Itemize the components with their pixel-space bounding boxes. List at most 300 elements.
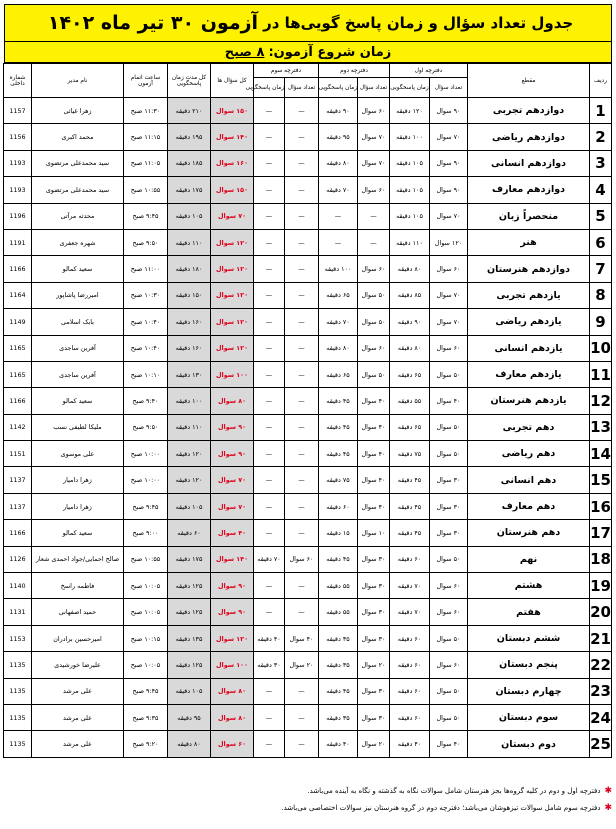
row-number: 15 bbox=[590, 467, 612, 493]
manager-name: زهرا غیاثی bbox=[32, 98, 124, 124]
booklet1-time: ۶۵ دقیقه bbox=[390, 414, 430, 440]
booklet3-count: — bbox=[285, 388, 319, 414]
booklet1-count: ۳۰ سوال bbox=[430, 493, 468, 519]
table-row bbox=[4, 98, 612, 124]
booklet3-time: — bbox=[254, 467, 285, 493]
grade-cell: دوازدهم ریاضی bbox=[468, 124, 590, 150]
row-number: 17 bbox=[590, 520, 612, 546]
booklet3-time: ۷۰ دقیقه bbox=[254, 546, 285, 572]
row-number: 10 bbox=[590, 335, 612, 361]
total-questions: ۱۶۰ سوال bbox=[211, 150, 254, 176]
end-time: ۹:۴۵ صبح bbox=[124, 203, 168, 229]
total-time: ۱۶۰ دقیقه bbox=[168, 335, 211, 361]
booklet3-time: — bbox=[254, 388, 285, 414]
booklet2-count: ۳۰ سوال bbox=[358, 678, 390, 704]
manager-name: صالح احمایی/جواد احمدی شعار bbox=[32, 546, 124, 572]
footnote bbox=[4, 801, 612, 814]
booklet2-count: ۶۰ سوال bbox=[358, 335, 390, 361]
booklet2-time: ۴۵ دقیقه bbox=[319, 388, 358, 414]
grade-cell: یازدهم انسانی bbox=[468, 335, 590, 361]
booklet1-time: ۴۵ دقیقه bbox=[390, 467, 430, 493]
manager-name: حمید اصفهانی bbox=[32, 599, 124, 625]
phone-extension: 1142 bbox=[4, 414, 32, 440]
booklet1-count: ۵۰ سوال bbox=[430, 678, 468, 704]
booklet2-time: ۱۵ دقیقه bbox=[319, 520, 358, 546]
booklet3-count: — bbox=[285, 124, 319, 150]
total-questions: ۱۲۰ سوال bbox=[211, 282, 254, 308]
header-b3-time: زمان پاسخگویی bbox=[254, 78, 285, 98]
grade-cell: دوم دبستان bbox=[468, 731, 590, 757]
row-number: 6 bbox=[590, 229, 612, 255]
end-time: ۱۰:۰۰ صبح bbox=[124, 441, 168, 467]
row-number: 11 bbox=[590, 361, 612, 387]
booklet1-time: ۶۰ دقیقه bbox=[390, 546, 430, 572]
booklet1-time: ۶۰ دقیقه bbox=[390, 625, 430, 651]
booklet1-count: ۳۰ سوال bbox=[430, 520, 468, 546]
header-row-number: ردیف bbox=[590, 64, 612, 98]
table-row bbox=[4, 731, 612, 757]
grade-cell: دوازدهم هنرستان bbox=[468, 256, 590, 282]
booklet3-time: — bbox=[254, 229, 285, 255]
booklet1-time: ۷۰ دقیقه bbox=[390, 573, 430, 599]
booklet1-time: ۵۵ دقیقه bbox=[390, 388, 430, 414]
row-number: 1 bbox=[590, 98, 612, 124]
booklet1-count: ۷۰ سوال bbox=[430, 203, 468, 229]
header-end-time: ساعت اتمام آزمون bbox=[124, 64, 168, 98]
page-title bbox=[4, 4, 612, 42]
total-questions: ۱۴۰ سوال bbox=[211, 124, 254, 150]
start-time-label: زمان شروع آزمون: bbox=[268, 44, 392, 60]
total-time: ۱۲۰ دقیقه bbox=[168, 441, 211, 467]
header-manager: نام مدیر bbox=[32, 64, 124, 98]
booklet2-time: ۳۵ دقیقه bbox=[319, 704, 358, 730]
end-time: ۱۱:۳۰ صبح bbox=[124, 98, 168, 124]
booklet1-count: ۷۰ سوال bbox=[430, 309, 468, 335]
booklet1-count: ۵۰ سوال bbox=[430, 414, 468, 440]
booklet1-time: ۱۲۰ دقیقه bbox=[390, 98, 430, 124]
booklet3-time: — bbox=[254, 150, 285, 176]
total-questions: ۱۲۰ سوال bbox=[211, 256, 254, 282]
header-grade: مقطع bbox=[468, 64, 590, 98]
booklet2-time: ۵۵ دقیقه bbox=[319, 573, 358, 599]
total-time: ۱۹۵ دقیقه bbox=[168, 124, 211, 150]
table-row bbox=[4, 282, 612, 308]
table-row bbox=[4, 652, 612, 678]
booklet1-time: ۱۰۵ دقیقه bbox=[390, 150, 430, 176]
phone-extension: 1137 bbox=[4, 493, 32, 519]
phone-extension: 1166 bbox=[4, 388, 32, 414]
total-questions: ۹۰ سوال bbox=[211, 573, 254, 599]
grade-cell: یازدهم معارف bbox=[468, 361, 590, 387]
manager-name: علیرضا خورشیدی bbox=[32, 652, 124, 678]
booklet2-time: ۴۵ دقیقه bbox=[319, 678, 358, 704]
title-main: آزمون ۳۰ تیر ماه ۱۴۰۲ bbox=[47, 12, 259, 34]
manager-name: آفرین ساجدی bbox=[32, 361, 124, 387]
booklet2-count: ۳۰ سوال bbox=[358, 625, 390, 651]
booklet1-time: ۹۰ دقیقه bbox=[390, 309, 430, 335]
table-row bbox=[4, 414, 612, 440]
booklet2-count: ۳۰ سوال bbox=[358, 546, 390, 572]
end-time: ۱۰:۱۵ صبح bbox=[124, 625, 168, 651]
booklet1-time: ۱۱۰ دقیقه bbox=[390, 229, 430, 255]
row-number: 3 bbox=[590, 150, 612, 176]
booklet1-count: ۶۰ سوال bbox=[430, 599, 468, 625]
booklet1-count: ۶۰ سوال bbox=[430, 335, 468, 361]
booklet1-time: ۷۰ دقیقه bbox=[390, 599, 430, 625]
grade-cell: یازدهم تجربی bbox=[468, 282, 590, 308]
booklet1-count: ۵۰ سوال bbox=[430, 625, 468, 651]
booklet2-count: ۴۰ سوال bbox=[358, 441, 390, 467]
end-time: ۱۰:۳۰ صبح bbox=[124, 282, 168, 308]
booklet2-time: ۷۰ دقیقه bbox=[319, 309, 358, 335]
exam-table bbox=[3, 63, 612, 758]
booklet3-count: — bbox=[285, 731, 319, 757]
table-row bbox=[4, 309, 612, 335]
booklet1-time: ۸۰ دقیقه bbox=[390, 335, 430, 361]
total-questions: ۷۰ سوال bbox=[211, 493, 254, 519]
header-b1-time: زمان پاسخگویی bbox=[390, 78, 430, 98]
phone-extension: 1166 bbox=[4, 520, 32, 546]
total-time: ۱۲۰ دقیقه bbox=[168, 467, 211, 493]
booklet2-time: ۴۰ دقیقه bbox=[319, 731, 358, 757]
booklet2-count: ۴۰ سوال bbox=[358, 388, 390, 414]
manager-name: علی موسوی bbox=[32, 441, 124, 467]
manager-name: سعید کمالو bbox=[32, 256, 124, 282]
booklet1-count: ۷۰ سوال bbox=[430, 282, 468, 308]
booklet3-count: — bbox=[285, 309, 319, 335]
booklet1-count: ۹۰ سوال bbox=[430, 150, 468, 176]
booklet3-time: — bbox=[254, 309, 285, 335]
booklet1-time: ۶۰ دقیقه bbox=[390, 678, 430, 704]
phone-extension: 1193 bbox=[4, 177, 32, 203]
booklet3-count: — bbox=[285, 335, 319, 361]
grade-cell: سوم دبستان bbox=[468, 704, 590, 730]
total-time: ۱۰۵ دقیقه bbox=[168, 493, 211, 519]
booklet2-count: ۴۰ سوال bbox=[358, 493, 390, 519]
booklet3-time: — bbox=[254, 441, 285, 467]
booklet2-count: ۶۰ سوال bbox=[358, 98, 390, 124]
table-row bbox=[4, 256, 612, 282]
booklet3-time: — bbox=[254, 256, 285, 282]
booklet3-time: — bbox=[254, 520, 285, 546]
start-time-banner bbox=[4, 42, 612, 63]
total-time: ۱۷۵ دقیقه bbox=[168, 177, 211, 203]
table-row bbox=[4, 625, 612, 651]
booklet3-time: — bbox=[254, 98, 285, 124]
exam-schedule-sheet bbox=[4, 4, 612, 758]
table-row bbox=[4, 361, 612, 387]
manager-name: علی مرشد bbox=[32, 731, 124, 757]
booklet3-count: — bbox=[285, 520, 319, 546]
booklet3-count: — bbox=[285, 573, 319, 599]
grade-cell: یازدهم هنرستان bbox=[468, 388, 590, 414]
booklet2-count: ۶۰ سوال bbox=[358, 177, 390, 203]
total-questions: ۱۵۰ سوال bbox=[211, 98, 254, 124]
end-time: ۱۱:۰۵ صبح bbox=[124, 150, 168, 176]
footnotes bbox=[4, 780, 612, 814]
booklet3-count: — bbox=[285, 203, 319, 229]
manager-name: سید محمدعلی مرتضوی bbox=[32, 150, 124, 176]
manager-name: امیررضا پاشاپور bbox=[32, 282, 124, 308]
table-row bbox=[4, 599, 612, 625]
booklet2-count: ۷۰ سوال bbox=[358, 124, 390, 150]
total-questions: ۸۰ سوال bbox=[211, 704, 254, 730]
booklet1-count: ۶۰ سوال bbox=[430, 573, 468, 599]
booklet1-time: ۶۰ دقیقه bbox=[390, 704, 430, 730]
table-row bbox=[4, 388, 612, 414]
table-row bbox=[4, 493, 612, 519]
booklet1-count: ۴۰ سوال bbox=[430, 388, 468, 414]
phone-extension: 1196 bbox=[4, 203, 32, 229]
total-questions: ۱۲۰ سوال bbox=[211, 229, 254, 255]
booklet2-count: — bbox=[358, 229, 390, 255]
table-row bbox=[4, 203, 612, 229]
booklet1-count: ۴۰ سوال bbox=[430, 731, 468, 757]
end-time: ۹:۰۰ صبح bbox=[124, 520, 168, 546]
table-row bbox=[4, 177, 612, 203]
total-time: ۱۳۵ دقیقه bbox=[168, 625, 211, 651]
manager-name: محدثه مرآتی bbox=[32, 203, 124, 229]
booklet1-time: ۱۰۵ دقیقه bbox=[390, 177, 430, 203]
phone-extension: 1193 bbox=[4, 150, 32, 176]
booklet2-time: ۵۵ دقیقه bbox=[319, 599, 358, 625]
row-number: 22 bbox=[590, 652, 612, 678]
table-row bbox=[4, 150, 612, 176]
row-number: 24 bbox=[590, 704, 612, 730]
grade-cell: نهم bbox=[468, 546, 590, 572]
row-number: 14 bbox=[590, 441, 612, 467]
booklet2-count: ۶۰ سوال bbox=[358, 256, 390, 282]
row-number: 9 bbox=[590, 309, 612, 335]
booklet3-count: — bbox=[285, 282, 319, 308]
grade-cell: پنجم دبستان bbox=[468, 652, 590, 678]
table-header bbox=[4, 64, 612, 98]
total-time: ۱۳۰ دقیقه bbox=[168, 361, 211, 387]
footnote-text: دفترچه سوم شامل سوالات تیزهوشان می‌باشد؛ دفترچه دوم در گروه هنرستان نیز سوالات اختصاصی می‌باشد. bbox=[281, 803, 601, 812]
booklet3-time: ۳۰ دقیقه bbox=[254, 652, 285, 678]
booklet2-count: — bbox=[358, 203, 390, 229]
booklet2-time: — bbox=[319, 203, 358, 229]
footnote bbox=[4, 784, 612, 797]
end-time: ۱۰:۰۵ صبح bbox=[124, 573, 168, 599]
phone-extension: 1166 bbox=[4, 256, 32, 282]
total-time: ۸۰ دقیقه bbox=[168, 731, 211, 757]
booklet3-time: — bbox=[254, 177, 285, 203]
total-time: ۱۱۰ دقیقه bbox=[168, 414, 211, 440]
total-time: ۱۵۰ دقیقه bbox=[168, 282, 211, 308]
manager-name: علی مرشد bbox=[32, 678, 124, 704]
booklet1-time: ۱۰۰ دقیقه bbox=[390, 124, 430, 150]
booklet1-count: ۶۰ سوال bbox=[430, 652, 468, 678]
phone-extension: 1151 bbox=[4, 441, 32, 467]
booklet1-time: ۸۵ دقیقه bbox=[390, 282, 430, 308]
end-time: ۱۰:۱۰ صبح bbox=[124, 361, 168, 387]
asterisk-icon: ✱ bbox=[604, 785, 612, 796]
manager-name: محمد اکبری bbox=[32, 124, 124, 150]
total-questions: ۱۲۰ سوال bbox=[211, 335, 254, 361]
end-time: ۹:۴۵ صبح bbox=[124, 678, 168, 704]
booklet2-count: ۵۰ سوال bbox=[358, 282, 390, 308]
booklet2-time: ۳۵ دقیقه bbox=[319, 625, 358, 651]
manager-name: فاطمه راسخ bbox=[32, 573, 124, 599]
total-time: ۱۲۵ دقیقه bbox=[168, 652, 211, 678]
booklet1-time: ۶۰ دقیقه bbox=[390, 652, 430, 678]
booklet2-time: ۷۵ دقیقه bbox=[319, 467, 358, 493]
manager-name: زهرا دامیار bbox=[32, 467, 124, 493]
booklet1-time: ۸۰ دقیقه bbox=[390, 256, 430, 282]
booklet3-count: — bbox=[285, 98, 319, 124]
booklet3-time: — bbox=[254, 361, 285, 387]
booklet3-time: — bbox=[254, 203, 285, 229]
grade-cell: هفتم bbox=[468, 599, 590, 625]
grade-cell: چهارم دبستان bbox=[468, 678, 590, 704]
booklet1-time: ۶۵ دقیقه bbox=[390, 361, 430, 387]
row-number: 7 bbox=[590, 256, 612, 282]
total-time: ۱۰۵ دقیقه bbox=[168, 203, 211, 229]
booklet2-time: ۶۰ دقیقه bbox=[319, 493, 358, 519]
end-time: ۱۰:۵۵ صبح bbox=[124, 546, 168, 572]
footnote-text: دفترچه اول و دوم در کلیه گروه‌ها بجز هنرستان شامل سوالات نگاه به گذشته و نگاه به آینده می‌باشد. bbox=[307, 786, 601, 795]
total-questions: ۸۰ سوال bbox=[211, 678, 254, 704]
header-total-questions: کل سؤال ها bbox=[211, 64, 254, 98]
booklet1-count: ۹۰ سوال bbox=[430, 177, 468, 203]
manager-name: بابک اسلامی bbox=[32, 309, 124, 335]
manager-name: سید محمدعلی مرتضوی bbox=[32, 177, 124, 203]
booklet3-count: ۴۰ سوال bbox=[285, 625, 319, 651]
total-time: ۱۸۰ دقیقه bbox=[168, 256, 211, 282]
booklet1-count: ۹۰ سوال bbox=[430, 98, 468, 124]
header-b2-time: زمان پاسخگویی bbox=[319, 78, 358, 98]
end-time: ۹:۲۰ صبح bbox=[124, 731, 168, 757]
table-row bbox=[4, 520, 612, 546]
booklet2-time: ۸۰ دقیقه bbox=[319, 335, 358, 361]
booklet2-time: ۶۵ دقیقه bbox=[319, 282, 358, 308]
booklet3-count: — bbox=[285, 361, 319, 387]
booklet2-count: ۴۰ سوال bbox=[358, 467, 390, 493]
phone-extension: 1135 bbox=[4, 678, 32, 704]
phone-extension: 1140 bbox=[4, 573, 32, 599]
booklet2-count: ۵۰ سوال bbox=[358, 361, 390, 387]
booklet3-count: — bbox=[285, 678, 319, 704]
grade-cell: هنر bbox=[468, 229, 590, 255]
booklet1-count: ۵۰ سوال bbox=[430, 704, 468, 730]
table-row bbox=[4, 124, 612, 150]
total-questions: ۱۰۰ سوال bbox=[211, 652, 254, 678]
row-number: 12 bbox=[590, 388, 612, 414]
booklet2-time: ۸۰ دقیقه bbox=[319, 150, 358, 176]
booklet3-count: — bbox=[285, 177, 319, 203]
total-time: ۱۶۰ دقیقه bbox=[168, 309, 211, 335]
booklet3-count: — bbox=[285, 441, 319, 467]
total-questions: ۹۰ سوال bbox=[211, 414, 254, 440]
total-time: ۱۷۵ دقیقه bbox=[168, 546, 211, 572]
booklet3-time: — bbox=[254, 414, 285, 440]
booklet2-count: ۴۰ سوال bbox=[358, 414, 390, 440]
booklet3-count: — bbox=[285, 467, 319, 493]
booklet2-count: ۵۰ سوال bbox=[358, 309, 390, 335]
total-time: ۶۰ دقیقه bbox=[168, 520, 211, 546]
manager-name: زهرا دامیار bbox=[32, 493, 124, 519]
phone-extension: 1191 bbox=[4, 229, 32, 255]
grade-cell: منحصراً زبان bbox=[468, 203, 590, 229]
grade-cell: یازدهم ریاضی bbox=[468, 309, 590, 335]
booklet2-count: ۷۰ سوال bbox=[358, 150, 390, 176]
total-questions: ۹۰ سوال bbox=[211, 599, 254, 625]
booklet1-count: ۵۰ سوال bbox=[430, 361, 468, 387]
table-row bbox=[4, 546, 612, 572]
row-number: 13 bbox=[590, 414, 612, 440]
grade-cell: دهم ریاضی bbox=[468, 441, 590, 467]
booklet2-time: ۹۰ دقیقه bbox=[319, 98, 358, 124]
booklet1-count: ۶۰ سوال bbox=[430, 256, 468, 282]
booklet3-count: ۶۰ سوال bbox=[285, 546, 319, 572]
total-questions: ۴۰ سوال bbox=[211, 520, 254, 546]
table-row bbox=[4, 335, 612, 361]
booklet3-time: — bbox=[254, 493, 285, 519]
booklet2-count: ۲۰ سوال bbox=[358, 652, 390, 678]
booklet1-count: ۵۰ سوال bbox=[430, 546, 468, 572]
booklet3-time: — bbox=[254, 704, 285, 730]
booklet1-time: ۱۰۵ دقیقه bbox=[390, 203, 430, 229]
booklet1-time: ۴۵ دقیقه bbox=[390, 520, 430, 546]
booklet1-time: ۴۵ دقیقه bbox=[390, 493, 430, 519]
end-time: ۱۰:۰۵ صبح bbox=[124, 652, 168, 678]
total-time: ۱۲۵ دقیقه bbox=[168, 573, 211, 599]
booklet2-time: ۴۵ دقیقه bbox=[319, 546, 358, 572]
booklet3-count: ۲۰ سوال bbox=[285, 652, 319, 678]
booklet2-time: ۴۵ دقیقه bbox=[319, 414, 358, 440]
booklet2-count: ۳۰ سوال bbox=[358, 599, 390, 625]
end-time: ۹:۴۵ صبح bbox=[124, 493, 168, 519]
total-time: ۱۸۵ دقیقه bbox=[168, 150, 211, 176]
total-time: ۱۰۵ دقیقه bbox=[168, 678, 211, 704]
phone-extension: 1156 bbox=[4, 124, 32, 150]
total-questions: ۸۰ سوال bbox=[211, 388, 254, 414]
header-phone: شماره داخلی bbox=[4, 64, 32, 98]
phone-extension: 1157 bbox=[4, 98, 32, 124]
phone-extension: 1165 bbox=[4, 335, 32, 361]
booklet1-count: ۵۰ سوال bbox=[430, 441, 468, 467]
end-time: ۱۰:۴۰ صبح bbox=[124, 335, 168, 361]
phone-extension: 1135 bbox=[4, 731, 32, 757]
total-time: ۲۱۰ دقیقه bbox=[168, 98, 211, 124]
total-questions: ۱۵۰ سوال bbox=[211, 177, 254, 203]
row-number: 4 bbox=[590, 177, 612, 203]
booklet3-time: — bbox=[254, 678, 285, 704]
phone-extension: 1131 bbox=[4, 599, 32, 625]
booklet2-count: ۳۰ سوال bbox=[358, 573, 390, 599]
end-time: ۹:۵۰ صبح bbox=[124, 414, 168, 440]
row-number: 2 bbox=[590, 124, 612, 150]
booklet2-count: ۲۰ سوال bbox=[358, 731, 390, 757]
manager-name: سعید کمالو bbox=[32, 388, 124, 414]
booklet3-time: — bbox=[254, 124, 285, 150]
header-b2-count: تعداد سؤال bbox=[358, 78, 390, 98]
booklet3-count: — bbox=[285, 704, 319, 730]
grade-cell: دوازدهم تجربی bbox=[468, 98, 590, 124]
booklet2-count: ۳۰ سوال bbox=[358, 704, 390, 730]
header-b3-count: تعداد سؤال bbox=[285, 78, 319, 98]
phone-extension: 1135 bbox=[4, 704, 32, 730]
row-number: 18 bbox=[590, 546, 612, 572]
booklet2-time: ۷۰ دقیقه bbox=[319, 177, 358, 203]
end-time: ۹:۳۵ صبح bbox=[124, 704, 168, 730]
manager-name: ملیکا لطیفی نسب bbox=[32, 414, 124, 440]
phone-extension: 1165 bbox=[4, 361, 32, 387]
table-row bbox=[4, 704, 612, 730]
header-b1-count: تعداد سؤال bbox=[430, 78, 468, 98]
phone-extension: 1126 bbox=[4, 546, 32, 572]
